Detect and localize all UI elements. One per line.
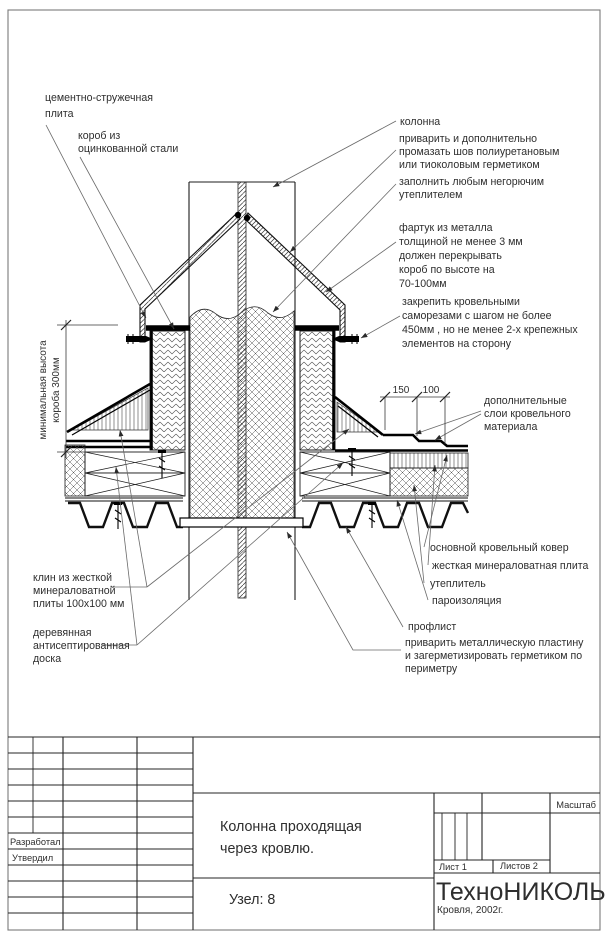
svg-text:и загерметизировать герметиком: и загерметизировать герметиком по (405, 650, 583, 662)
svg-text:элементов на сторону: элементов на сторону (402, 338, 512, 350)
dim-150: 150 (392, 385, 410, 396)
box-wall-right (295, 328, 339, 450)
callout-steel-box: короб из (78, 130, 121, 142)
callout-insulation: утеплитель (430, 578, 486, 590)
callout-profiled-sheet: профлист (408, 621, 457, 633)
drawing-title-line1: Колонна проходящая (220, 819, 362, 835)
svg-text:минераловатной: минераловатной (33, 585, 116, 597)
callout-fill-insulation: заполнить любым негорючим (399, 176, 545, 188)
node-label: Узел: 8 (229, 892, 276, 908)
wedge-left (66, 384, 152, 447)
profiled-sheet-right (302, 503, 468, 527)
scale-label: Масштаб (556, 800, 596, 810)
sheet-screw-right (368, 502, 376, 528)
approved-label: Утвердил (12, 853, 54, 863)
weld-dot-right (244, 215, 250, 221)
svg-text:саморезами с шагом не более: саморезами с шагом не более (402, 310, 552, 322)
svg-text:плита: плита (45, 108, 74, 120)
company-name: ТехноНИКОЛЬ (436, 878, 606, 906)
callout-wedge: клин из жесткой (33, 572, 113, 584)
dim-box-height-line2: короба 300мм (51, 357, 62, 423)
svg-text:или тиоколовым герметиком: или тиоколовым герметиком (399, 159, 540, 171)
svg-text:должен перекрывать: должен перекрывать (399, 250, 502, 262)
callout-wood-plank: деревянная (33, 627, 92, 639)
callout-vapor-barrier: пароизоляция (432, 595, 502, 607)
wedge-right (335, 397, 383, 437)
wood-curb-left (65, 445, 185, 496)
svg-text:промазать шов полиуретановым: промазать шов полиуретановым (399, 146, 560, 158)
mineral-board-layer (390, 453, 468, 468)
svg-text:слои кровельного: слои кровельного (484, 408, 571, 420)
dim-100: 100 (422, 385, 440, 396)
developed-label: Разработал (10, 837, 61, 847)
callout-cement-board: цементно-стружечная (45, 92, 153, 104)
weld-dot-left (235, 212, 241, 218)
base-plate (180, 518, 303, 527)
svg-text:оцинкованной стали: оцинкованной стали (78, 143, 179, 155)
dimension-box-height (38, 320, 118, 458)
svg-text:плиты 100х100 мм: плиты 100х100 мм (33, 598, 125, 610)
box-wall-left (146, 328, 190, 450)
sheets-label: Листов 2 (500, 861, 538, 871)
svg-text:450мм , но не менее 2-х крепеж: 450мм , но не менее 2-х крепежных (402, 324, 578, 336)
drawing-title-line2: через кровлю. (220, 841, 314, 857)
callout-column: колонна (400, 116, 441, 128)
callout-fasteners: закрепить кровельными (402, 296, 520, 308)
svg-text:антисептированная: антисептированная (33, 640, 130, 652)
callout-extra-layers: дополнительные (484, 395, 567, 407)
callout-weld-plate: приварить металлическую пластину (405, 637, 584, 649)
svg-text:короб по высоте на: короб по высоте на (399, 264, 495, 276)
sheet-label: Лист 1 (439, 862, 467, 872)
svg-text:периметру: периметру (405, 663, 458, 675)
svg-text:доска: доска (33, 653, 62, 665)
svg-text:70-100мм: 70-100мм (399, 278, 447, 290)
callout-apron: фартук из металла (399, 222, 493, 234)
dim-box-height-line1: минимальная высота (38, 340, 49, 440)
svg-text:материала: материала (484, 421, 538, 433)
column-web (238, 182, 246, 598)
company-subtitle: Кровля, 2002г. (437, 905, 504, 916)
callout-weld-seam: приварить и дополнительно (399, 133, 538, 145)
callout-main-carpet: основной кровельный ковер (430, 542, 569, 554)
svg-text:утеплителем: утеплителем (399, 189, 463, 201)
title-block (8, 737, 606, 930)
insulation-layer (390, 468, 468, 496)
callout-rigid-board: жесткая минераловатная плита (432, 560, 589, 572)
profiled-sheet-left (68, 503, 183, 527)
svg-text:толщиной не менее 3 мм: толщиной не менее 3 мм (399, 236, 523, 248)
